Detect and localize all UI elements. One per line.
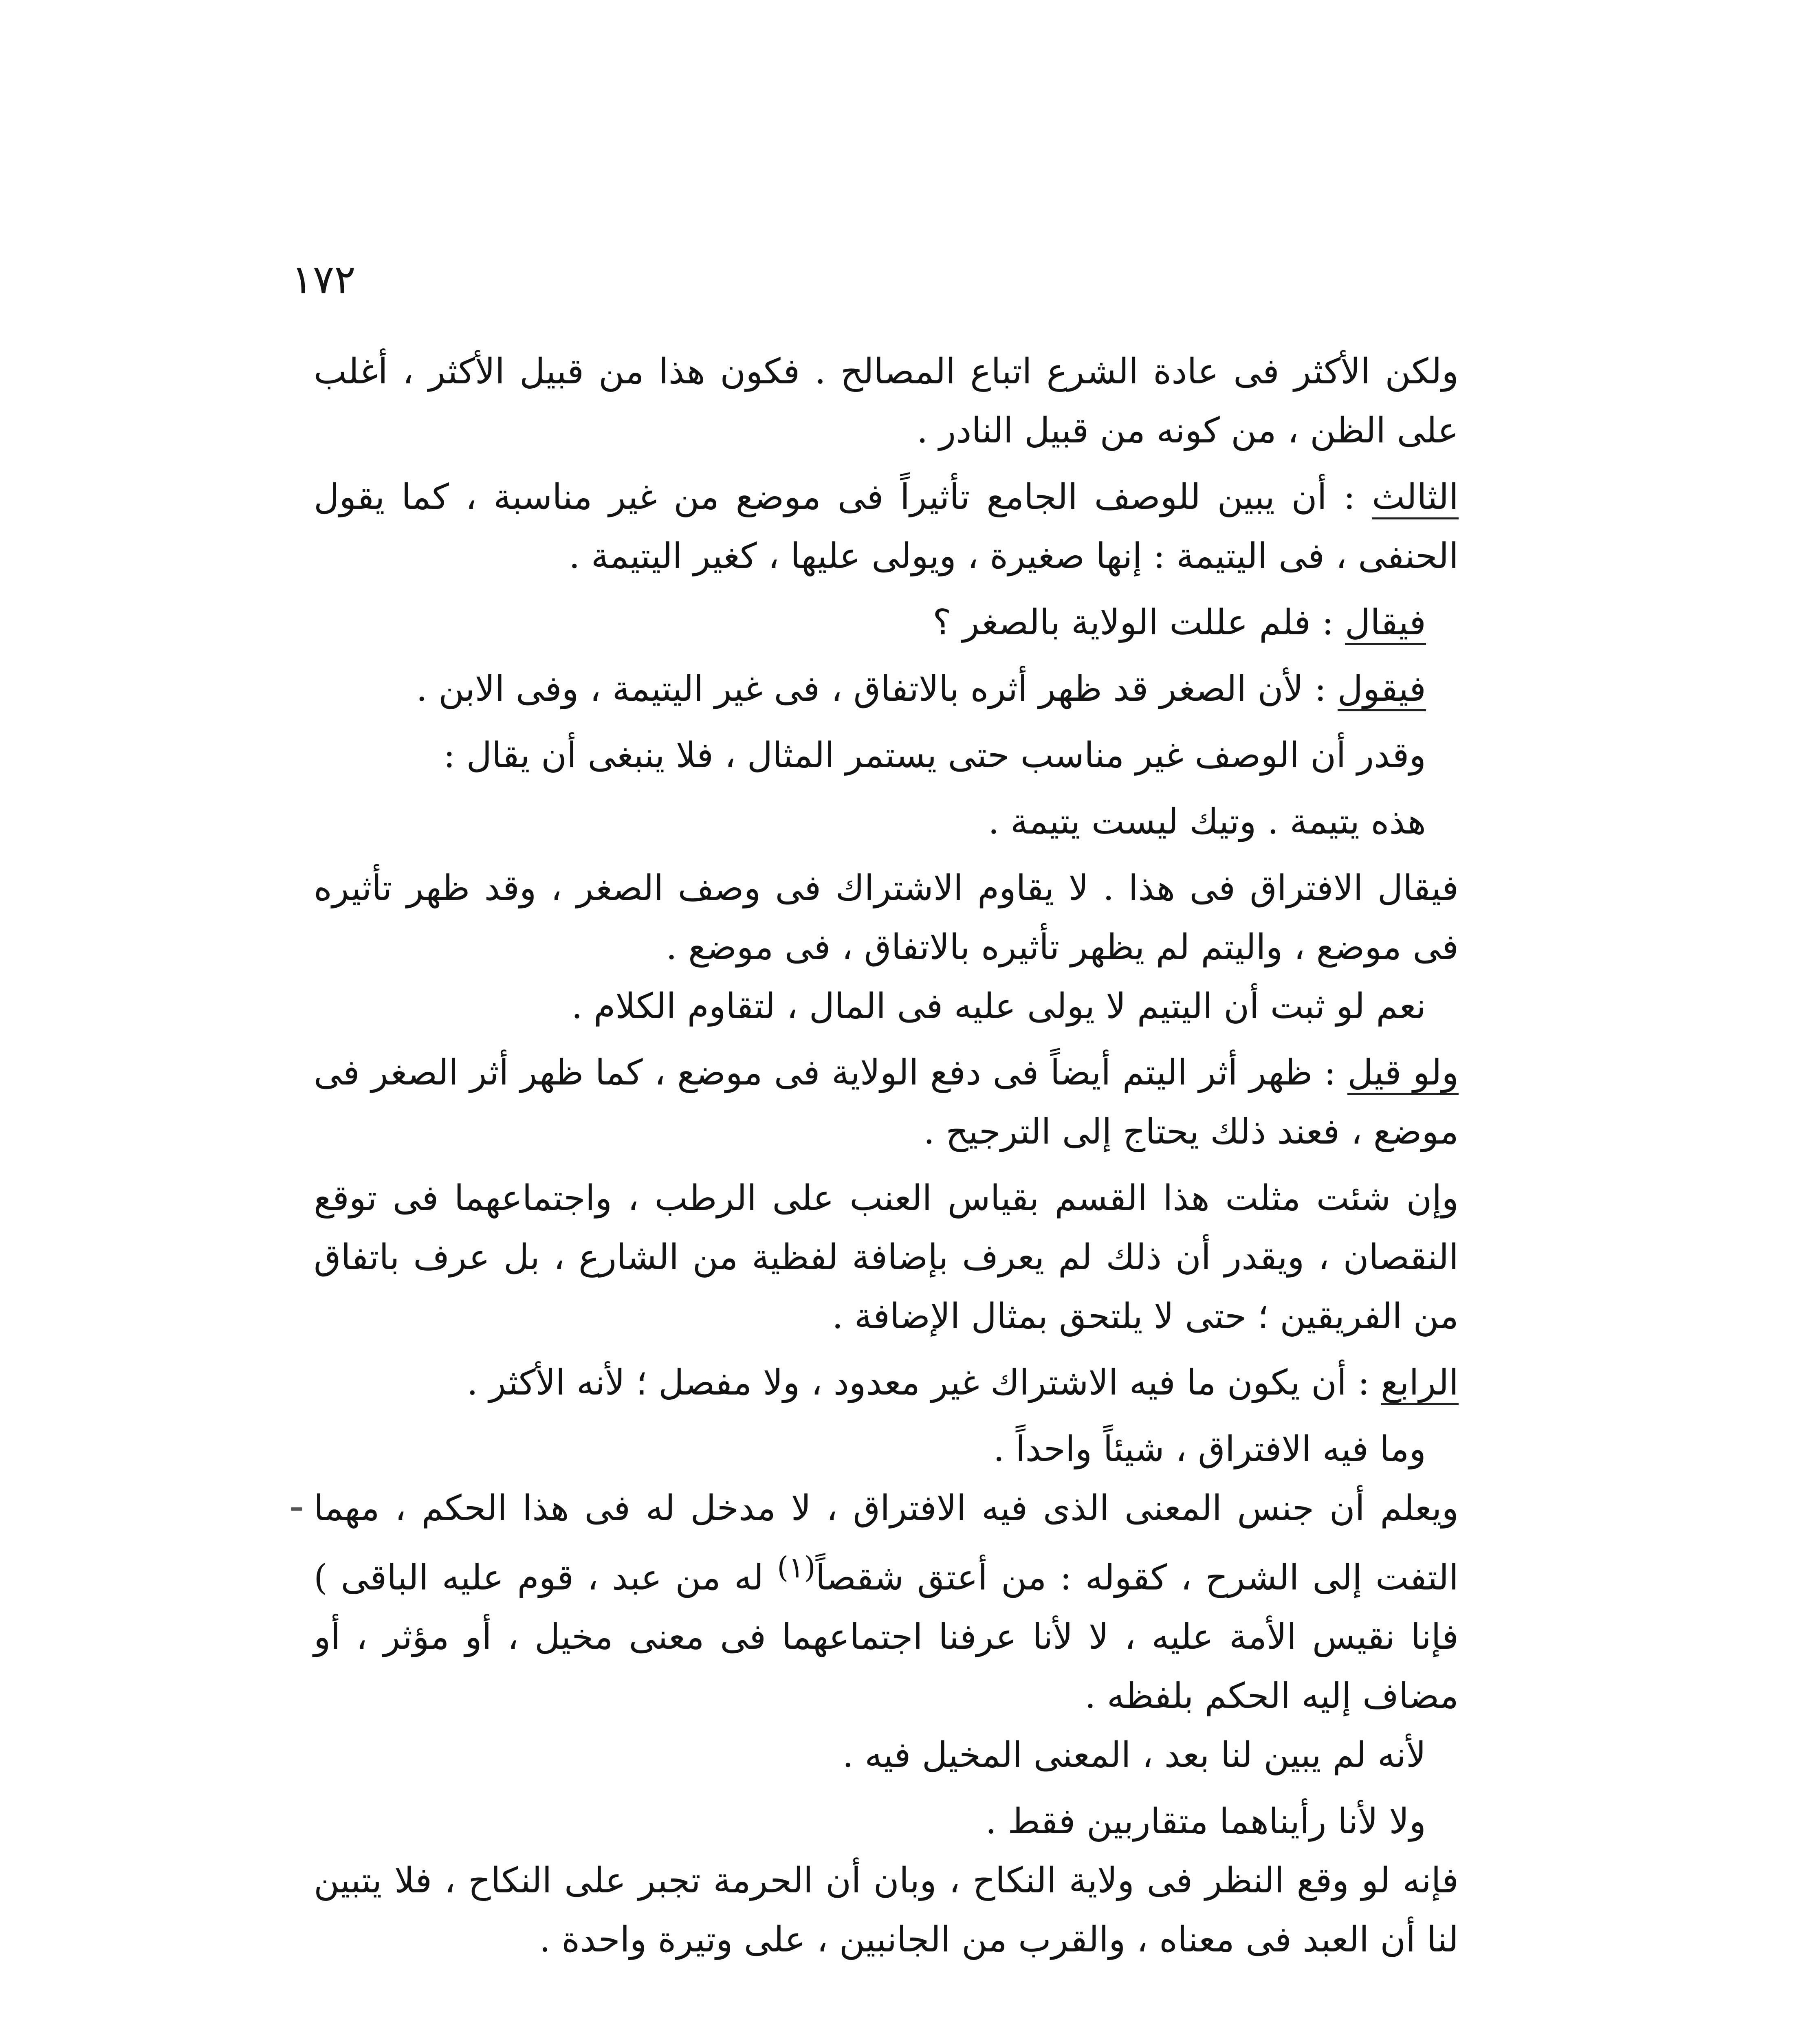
paragraph-text: فإنه لو وقع النظر فى ولاية النكاح ، وبان أن الحرمة تجبر على النكاح ، فلا يتبين لنا أن العبد فى معناه ، والقرب من الجانبين ، على وتيرة واحدة . [314, 1860, 1459, 1960]
paragraph-text: وما فيه الافتراق ، شيئاً واحداً . [993, 1429, 1426, 1469]
paragraph-13 [314, 1479, 1520, 1726]
paragraph-text: ولا لأنا رأيناهما متقاربين فقط . [985, 1801, 1426, 1842]
paragraph-text: وقدر أن الوصف غير مناسب حتى يستمر المثال ، فلا ينبغى أن يقال : [443, 735, 1426, 776]
paragraph-16 [314, 1851, 1520, 1969]
paragraph-15 [314, 1792, 1520, 1851]
heading-fourth: الرابع [1381, 1362, 1459, 1405]
paragraph-7 [314, 859, 1520, 977]
paragraph-3 [314, 593, 1520, 652]
paragraph-text: : ظهر أثر اليتم أيضاً فى دفع الولاية فى موضع ، كما ظهر أثر الصغر فى موضع ، فعند ذلك يحتاج إلى الترجيح . [314, 1052, 1459, 1152]
page-body [314, 342, 1520, 1969]
paragraph-text: لأنه لم يبين لنا بعد ، المعنى المخيل فيه . [842, 1734, 1426, 1775]
keyword-fayaqul: فيقول [1338, 669, 1426, 711]
margin-mark [291, 1507, 302, 1511]
paragraph-text: : أن يبين للوصف الجامع تأثيراً فى موضع من غير مناسبة ، كما يقول الحنفى ، فى اليتيمة : إنها صغيرة ، ويولى عليها ، كغير اليتيمة . [314, 477, 1459, 576]
paragraph-9 [314, 1043, 1520, 1161]
paragraph-12 [314, 1420, 1520, 1479]
paragraph-8 [314, 977, 1520, 1036]
paragraph-text: ولكن الأكثر فى عادة الشرع اتباع المصالح . فكون هذا من قبيل الأكثر ، أغلب على الظن ، من كونه من قبيل النادر . [314, 351, 1459, 451]
paragraph-5 [314, 726, 1520, 785]
paragraph-text: : فلم عللت الولاية بالصغر ؟ [933, 602, 1345, 643]
page-number: ١٧٢ [291, 257, 356, 303]
paragraph-text: هذه يتيمة . وتيك ليست يتيمة . [988, 801, 1426, 842]
paragraph-2 [314, 468, 1520, 586]
paragraph-text: : أن يكون ما فيه الاشتراك غير معدود ، ولا مفصل ؛ لأنه الأكثر . [467, 1362, 1381, 1403]
paragraph-6 [314, 792, 1520, 851]
paragraph-text: وإن شئت مثلت هذا القسم بقياس العنب على الرطب ، واجتماعهما فى توقع النقصان ، ويقدر أن ذلك لم يعرف بإضافة لفظية من الشارع ، بل عرف باتفاق من الفريقين ؛ حتى لا يلتحق بمثال الإضافة . [314, 1178, 1459, 1337]
keyword-walaw-qil: ولو قيل [1347, 1052, 1459, 1095]
paragraph-text: فيقال الافتراق فى هذا . لا يقاوم الاشتراك فى وصف الصغر ، وقد ظهر تأثيره فى موضع ، واليتم لم يظهر تأثيره بالاتفاق ، فى موضع . [314, 868, 1459, 968]
paragraph-11 [314, 1353, 1520, 1412]
footnote-ref[interactable]: (١) [777, 1550, 816, 1584]
paragraph-14 [314, 1726, 1520, 1785]
paragraph-1 [314, 342, 1520, 460]
paragraph-text: له من عبد ، قوم عليه الباقى ) فإنا نقيس الأمة عليه ، لا لأنا عرفنا اجتماعهما فى معنى مخيل ، أو مؤثر ، أو مضاف إليه الحكم بلفظه . [314, 1557, 1459, 1716]
paragraph-text: نعم لو ثبت أن اليتيم لا يولى عليه فى المال ، لتقاوم الكلام . [571, 986, 1426, 1027]
paragraph-text: ويعلم أن جنس المعنى الذى فيه الافتراق ، لا مدخل له فى هذا الحكم ، مهما التفت إلى الشرح ، كقوله : من أعتق شقصاً [314, 1488, 1459, 1598]
keyword-fayuqal: فيقال [1345, 602, 1426, 645]
heading-third: الثالث [1372, 477, 1459, 519]
paragraph-10 [314, 1169, 1520, 1346]
paragraph-text: : لأن الصغر قد ظهر أثره بالاتفاق ، فى غير اليتيمة ، وفى الابن . [416, 669, 1338, 709]
paragraph-4 [314, 660, 1520, 719]
